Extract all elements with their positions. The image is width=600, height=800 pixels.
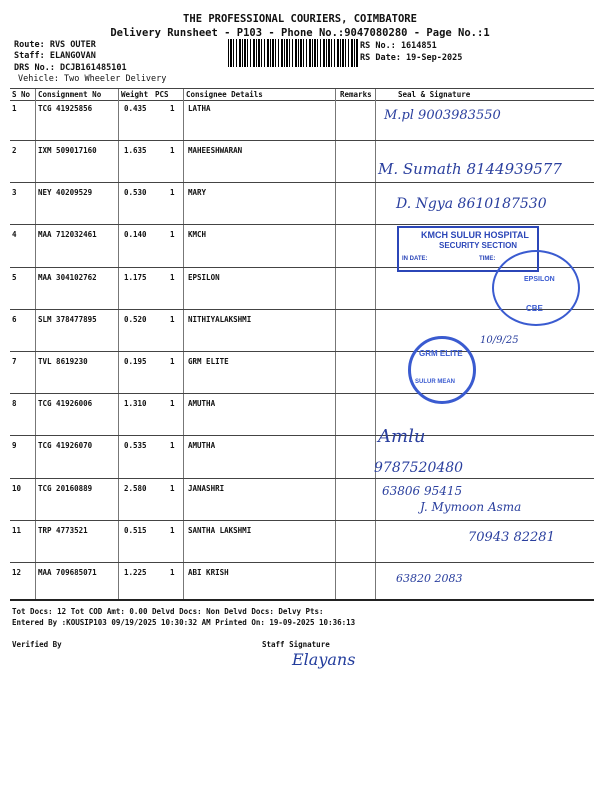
kmch-stamp-time: TIME:: [479, 256, 496, 262]
rs-number: RS No.: 1614851: [360, 41, 437, 51]
row-sno: 11: [12, 526, 22, 535]
drs-label: DRS No.: DCJB161485101: [14, 63, 127, 73]
row-weight: 0.535: [124, 441, 147, 450]
col-pcs: PCS: [155, 90, 169, 99]
table-row: [0, 566, 600, 598]
row-pcs: 1: [170, 188, 175, 197]
entered-by-line: Entered By :KOUSIP103 09/19/2025 10:30:32 AM Printed On: 19-09-2025 10:36:13: [12, 618, 356, 627]
col-consignee: Consignee Details: [186, 90, 263, 99]
row-consignment: TVL 8619230: [38, 357, 88, 366]
row-consignee: KMCH: [188, 230, 207, 239]
kmch-stamp-title: KMCH SULUR HOSPITAL: [421, 230, 529, 240]
col-sno: S No: [12, 90, 31, 99]
row-consignment: MAA 712032461: [38, 230, 97, 239]
row-consignee: LATHA: [188, 104, 211, 113]
col-consignment: Consignment No: [38, 90, 102, 99]
barcode: [228, 39, 358, 67]
row-consignment: TCG 41926070: [38, 441, 93, 450]
kmch-stamp-subtitle: SECURITY SECTION: [439, 241, 518, 250]
row-consignment: TCG 41926006: [38, 399, 93, 408]
grm-stamp-sub: SULUR MEAN: [415, 379, 455, 385]
row-pcs: 1: [170, 399, 175, 408]
row-sno: 10: [12, 484, 22, 493]
row-consignee: AMUTHA: [188, 441, 216, 450]
table-row: [0, 439, 600, 477]
row-consignment: MAA 709685071: [38, 568, 97, 577]
col-seal: Seal & Signature: [398, 90, 471, 99]
route-label: Route: RVS OUTER: [14, 40, 96, 50]
round-company-stamp: [492, 250, 580, 326]
round-stamp-text: EPSILON: [524, 276, 555, 283]
row-pcs: 1: [170, 484, 175, 493]
row-pcs: 1: [170, 568, 175, 577]
row-pcs: 1: [170, 273, 175, 282]
row-consignment: TRP 4773521: [38, 526, 88, 535]
row-pcs: 1: [170, 104, 175, 113]
row-weight: 1.175: [124, 273, 147, 282]
row-sno: 4: [12, 230, 17, 239]
row-consignee: ABI KRISH: [188, 568, 229, 577]
row-pcs: 1: [170, 441, 175, 450]
row-weight: 0.530: [124, 188, 147, 197]
grm-elite-stamp: [408, 336, 476, 404]
rs-date: RS Date: 19-Sep-2025: [360, 53, 463, 63]
row-sno: 9: [12, 441, 17, 450]
vehicle-label: Vehicle: Two Wheeler Delivery: [18, 74, 167, 84]
row-sno: 12: [12, 568, 22, 577]
row-consignment: MAA 304102762: [38, 273, 97, 282]
signature-row8: Amlu: [378, 426, 426, 447]
row-consignee: MARY: [188, 188, 207, 197]
row-sno: 1: [12, 104, 17, 113]
row-sno: 2: [12, 146, 17, 155]
row-sno: 7: [12, 357, 17, 366]
signature-row2: M. Sumath 8144939577: [378, 160, 562, 178]
row-consignment: SLM 378477895: [38, 315, 97, 324]
row-pcs: 1: [170, 230, 175, 239]
row-consignment: TCG 20160889: [38, 484, 93, 493]
phone-row10: 63806 95415: [382, 484, 463, 498]
row-consignee: MAHEESHWARAN: [188, 146, 243, 155]
col-weight: Weight: [121, 90, 149, 99]
row-sno: 8: [12, 399, 17, 408]
table-top-rule: [10, 88, 594, 89]
row-pcs: 1: [170, 526, 175, 535]
row-pcs: 1: [170, 315, 175, 324]
runsheet-subtitle: Delivery Runsheet - P103 - Phone No.:9047080280 - Page No.:1: [110, 27, 490, 39]
row-consignee: GRM ELITE: [188, 357, 229, 366]
phone-row9: 9787520480: [374, 460, 464, 476]
row-weight: 0.515: [124, 526, 147, 535]
signature-row3: D. Ngya 8610187530: [396, 196, 547, 212]
staff-signature: Elayans: [292, 650, 356, 669]
staff-signature-label: Staff Signature: [262, 640, 330, 649]
phone-row12: 63820 2083: [396, 572, 463, 585]
verified-by-label: Verified By: [12, 640, 62, 649]
row-weight: 0.520: [124, 315, 147, 324]
signature-row7-date: 10/9/25: [480, 335, 519, 346]
round-stamp-bottom: CBE: [526, 304, 543, 313]
table-row: [0, 397, 600, 435]
row-consignee: NITHIYALAKSHMI: [188, 315, 252, 324]
row-weight: 1.225: [124, 568, 147, 577]
row-consignee: SANTHA LAKSHMI: [188, 526, 252, 535]
row-consignee: EPSILON: [188, 273, 220, 282]
signature-row10: J. Mymoon Asma: [420, 500, 522, 514]
table-header-rule: [10, 100, 594, 101]
signature-row1: M.pl 9003983550: [384, 108, 501, 123]
row-pcs: 1: [170, 357, 175, 366]
row-sno: 6: [12, 315, 17, 324]
table-row: [0, 102, 600, 140]
row-consignment: NEY 40209529: [38, 188, 93, 197]
row-consignee: AMUTHA: [188, 399, 216, 408]
row-consignment: TCG 41925856: [38, 104, 93, 113]
row-weight: 2.580: [124, 484, 147, 493]
phone-row11: 70943 82281: [468, 530, 555, 545]
row-weight: 0.195: [124, 357, 147, 366]
row-pcs: 1: [170, 146, 175, 155]
totals-line: Tot Docs: 12 Tot COD Amt: 0.00 Delvd Docs: Non Delvd Docs: Delvy Pts:: [12, 607, 324, 616]
grm-stamp-text: GRM ELITE: [419, 349, 463, 358]
row-consignee: JANASHRI: [188, 484, 225, 493]
col-remarks: Remarks: [340, 90, 372, 99]
kmch-stamp-date: IN DATE:: [402, 256, 428, 262]
table-row: [0, 355, 600, 393]
row-weight: 1.310: [124, 399, 147, 408]
row-weight: 0.140: [124, 230, 147, 239]
row-weight: 0.435: [124, 104, 147, 113]
staff-label: Staff: ELANGOVAN: [14, 51, 96, 61]
row-sno: 3: [12, 188, 17, 197]
company-title: THE PROFESSIONAL COURIERS, COIMBATORE: [183, 13, 417, 25]
row-consignment: IXM 509017160: [38, 146, 97, 155]
row-weight: 1.635: [124, 146, 147, 155]
row-sno: 5: [12, 273, 17, 282]
